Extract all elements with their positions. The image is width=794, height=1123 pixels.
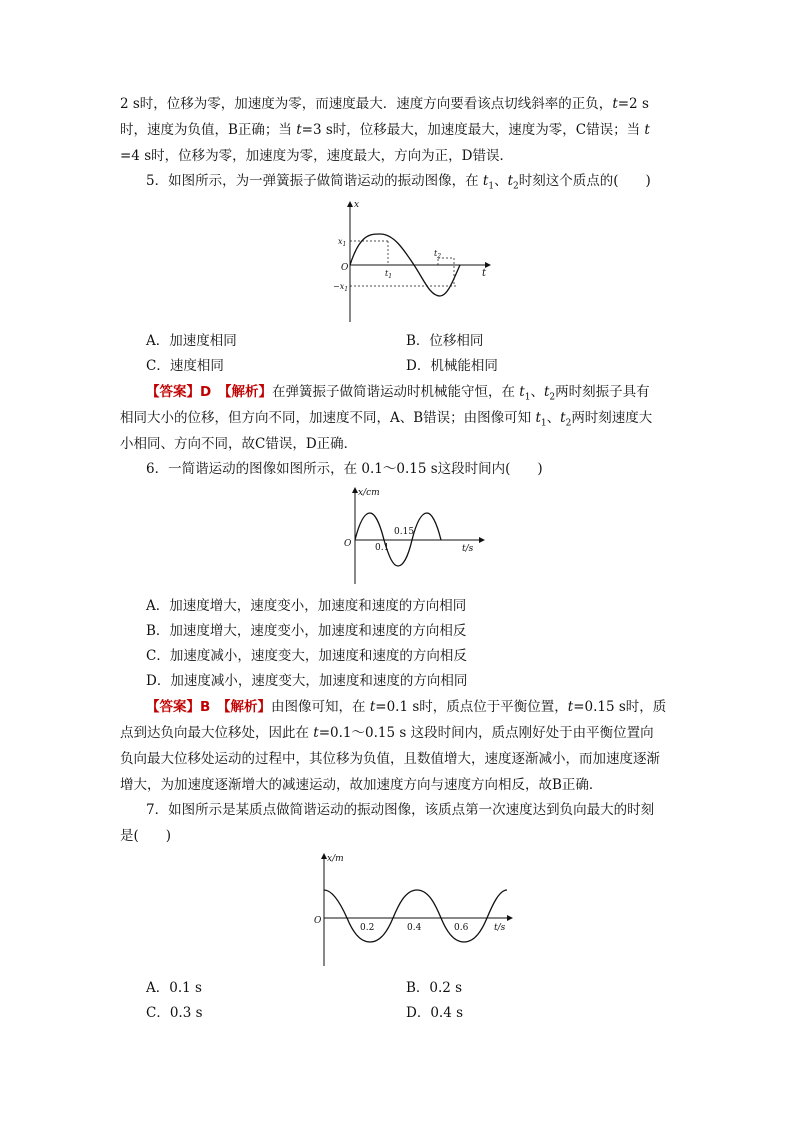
q7-option-b: B．0.2 s: [406, 980, 463, 996]
q6-figure: [338, 484, 488, 588]
q6-analysis-1: 【答案】B 【解析】由图像可知，在 t=0.1 s时，质点位于平衡位置，t=0.15 s时，质: [146, 699, 667, 715]
q7-option-d: D．0.4 s: [406, 1005, 464, 1021]
q5-option-d: D．机械能相同: [406, 358, 498, 374]
q7-curve: [324, 890, 507, 942]
q7-option-c: C．0.3 s: [146, 1005, 203, 1021]
prev-line-2: 时，速度为负值，B正确；当 t=3 s时，位移最大，加速度最大，速度为零，C错误；当 t: [120, 122, 650, 138]
q7-origin: O: [314, 916, 322, 926]
prev-line-1: 2 s时，位移为零，加速度为零，而速度最大．速度方向要看该点切线斜率的正负，t=2 s: [120, 96, 649, 112]
q5-x1-label: $x_1$: [338, 237, 347, 248]
q7-tick-02: 0.2: [360, 923, 375, 933]
q5-origin: O: [341, 263, 349, 273]
q7-option-a: A．0.1 s: [146, 980, 202, 996]
q6-x-label: t/s: [462, 544, 474, 554]
q5-option-b: B．位移相同: [406, 333, 484, 349]
q6-stem: 6．一简谐运动的图像如图所示，在 0.1～0.15 s这段时间内( ): [146, 461, 543, 477]
q5-analysis-2: 相同大小的位移，但方向不同，加速度不同，A、B错误；由图像可知 $t_1$、$t_2$两时刻速度大: [120, 410, 653, 429]
prev-line-3: =4 s时，位移为零，加速度为零，速度最大，方向为正，D错误．: [120, 148, 513, 164]
q7-x-label: t/s: [494, 923, 506, 933]
q5-negx1-label: $-x_1$: [333, 282, 349, 293]
q5-t2-label: $t_2$: [434, 249, 442, 260]
q7-tick-06: 0.6: [454, 923, 469, 933]
q6-tick-015: 0.15: [394, 527, 415, 537]
q7-stem-1: 7．如图所示是某质点做简谐运动的振动图像，该质点第一次速度达到负向最大的时刻: [146, 802, 655, 818]
q5-option-a: A．加速度相同: [146, 333, 237, 349]
q5-stem: 5．如图所示，为一弹簧振子做简谐运动的振动图像，在 $t_1$、$t_2$时刻这个质点的( ): [146, 173, 651, 192]
q6-analysis-4: 增大，为加速度逐渐增大的减速运动，故加速度方向与速度方向相反，故B正确．: [120, 777, 603, 793]
q6-analysis-3: 负向最大位移处运动的过程中，其位移为负值，且数值增大，速度逐渐减小，而加速度逐渐: [120, 751, 660, 767]
q7-figure: [306, 850, 516, 968]
q6-analysis-2: 点到达负向最大位移处，因此在 t=0.1～0.15 s 这段时间内，质点刚好处于由平衡位置向: [120, 725, 654, 741]
q5-y-label: x: [354, 200, 360, 210]
q7-tick-04: 0.4: [407, 923, 422, 933]
q6-option-c: C．加速度减小，速度变大，加速度和速度的方向相反: [146, 648, 467, 664]
q5-option-c: C．速度相同: [146, 358, 224, 374]
q6-y-label: x/cm: [358, 488, 380, 498]
q5-figure: [330, 198, 495, 326]
q6-option-a: A．加速度增大，速度变小，加速度和速度的方向相同: [146, 598, 467, 614]
q5-analysis-1: 【答案】D 【解析】在弹簧振子做简谐运动时机械能守恒，在 $t_1$、$t_2$两时刻振子具有: [146, 384, 650, 403]
q6-origin: O: [344, 539, 352, 549]
q7-stem-2: 是( ): [120, 828, 172, 844]
q7-y-label: x/m: [327, 854, 344, 864]
q5-x-label: t: [482, 268, 487, 279]
q5-t1-label: $t_1$: [385, 269, 393, 280]
q5-analysis-3: 小相同、方向不同，故C错误，D正确．: [120, 436, 358, 452]
q6-option-b: B．加速度增大，速度变小，加速度和速度的方向相反: [146, 623, 467, 639]
q6-tick-01: 0.1: [375, 543, 390, 553]
q6-option-d: D．加速度减小，速度变大，加速度和速度的方向相同: [146, 673, 468, 689]
